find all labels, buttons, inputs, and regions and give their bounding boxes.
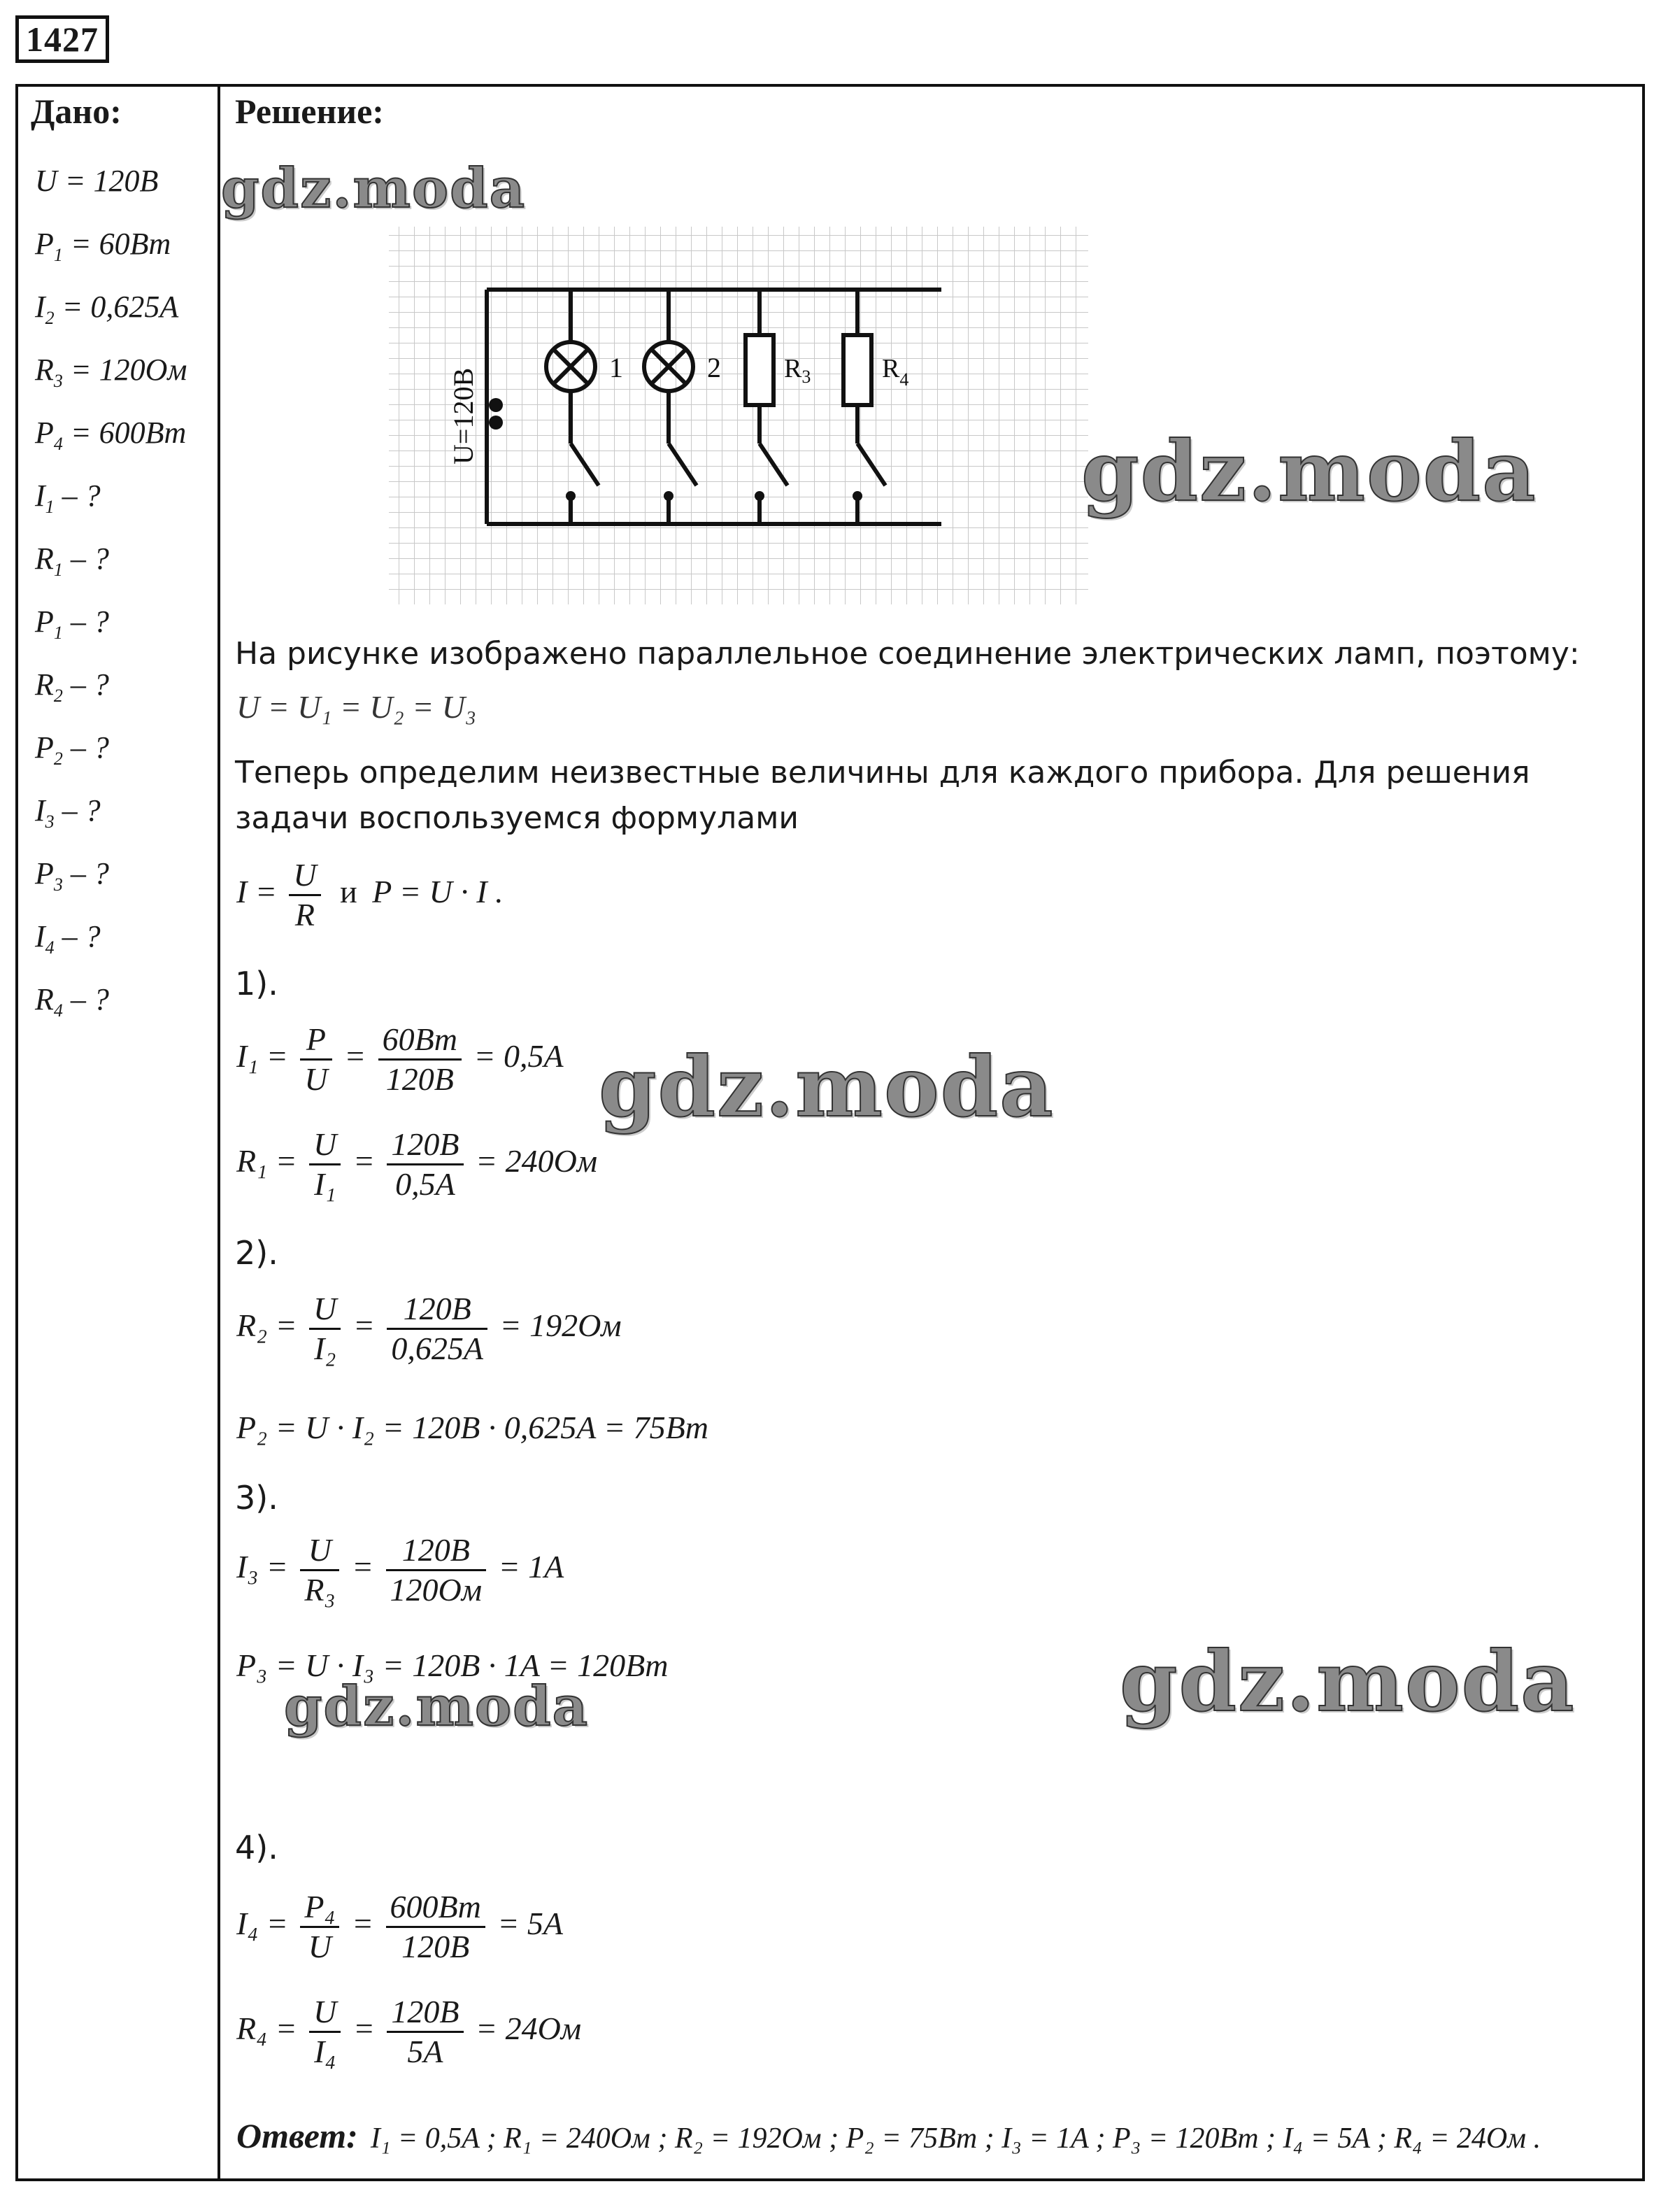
given-item: U = 120B [35, 164, 159, 198]
answer-line [236, 2115, 1541, 2156]
resistor-r3 [746, 335, 774, 405]
source-terminal-minus [489, 416, 503, 430]
given-item: $I_1$ – ? [35, 478, 101, 517]
given-item: $I_2 = 0,625A$ [35, 290, 179, 328]
step-3-p3-equation: P₃ = U · I₃ = 120B · 1A = 120Bm [236, 1647, 669, 1683]
r3-label: $R_3$ [784, 354, 811, 387]
step-4-label: 4). [235, 1829, 278, 1866]
given-item: $P_1$ – ? [35, 604, 109, 643]
step-1-r1-equation: R₁ = $\frac{U}{\text{I₁}}$ = $\frac{120B}{0,5A}$ = 240Ом [236, 1126, 598, 1202]
given-item: $P_3$ – ? [35, 856, 109, 895]
given-item: $R_2$ – ? [35, 667, 109, 706]
given-item: $R_1$ – ? [35, 541, 109, 580]
given-item: $I_3$ – ? [35, 793, 101, 832]
watermark: gdz.moda [221, 157, 527, 220]
step-3-label: 3). [235, 1479, 278, 1517]
solution-frame [15, 84, 1645, 2181]
given-item: $P_2$ – ? [35, 730, 109, 769]
given-item: $P_4 = 600Bm$ [35, 416, 187, 454]
parallel-connection-text: На рисунке изображено параллельное соединение электрических ламп, поэтому: [235, 636, 1580, 672]
step-2-r2-equation: R₂ = $\frac{U}{\text{I₂}}$ = $\frac{120B}{0,625A}$ = 192Ом [236, 1291, 622, 1366]
step-3-i3-equation: I₃ = $\frac{U}{\text{R₃}}$ = $\frac{120B}{120Ом}$ = 1A [236, 1532, 564, 1608]
watermark: gdz.moda [1081, 423, 1537, 520]
circuit-diagram [368, 220, 1109, 695]
given-item: $R_3 = 120Ом$ [35, 353, 187, 391]
voltage-label: U=120B [448, 367, 479, 465]
step-1-i1-equation: I₁ = $\frac{P}{U}$ = $\frac{60Bm}{120B}$ = 0,5A [236, 1021, 564, 1097]
given-item: $R_4$ – ? [35, 982, 109, 1021]
given-title: Дано: [31, 92, 122, 131]
paragraph-2-line-2: задачи воспользуемся формулами [235, 800, 799, 836]
step-4-r4-equation: R₄ = $\frac{U}{\text{I₄}}$ = $\frac{120B}{5A}$ = 24Ом [236, 1994, 582, 2069]
given-item: $I_4$ – ? [35, 919, 101, 958]
grid-background [389, 227, 1088, 604]
resistor-r4 [843, 335, 871, 405]
column-divider [218, 87, 220, 2178]
step-2-p2-equation: P₂ = U · I₂ = 120B · 0,625A = 75Bm [236, 1410, 708, 1445]
step-4-i4-equation: I₄ = $\frac{\text{P₄}}{U}$ = $\frac{600Bm}{120B}$ = 5A [236, 1889, 563, 1964]
watermark: gdz.moda [284, 1675, 590, 1738]
watermark: gdz.moda [1120, 1633, 1576, 1730]
given-item: $P_1 = 60Bm$ [35, 227, 171, 265]
watermark: gdz.moda [599, 1038, 1055, 1135]
lamp-1-label: 1 [609, 352, 623, 383]
r4-label: $R_4$ [882, 354, 909, 390]
answer-label: Ответ: [236, 2116, 358, 2155]
step-1-label: 1). [235, 965, 278, 1002]
paragraph-2-line-1: Теперь определим неизвестные величины для каждого прибора. Для решения [235, 755, 1530, 790]
solution-title: Решение: [235, 92, 384, 131]
source-terminal-plus [489, 398, 503, 412]
formulas: I = $\frac{U}{R}$ и P = U · I . [236, 857, 504, 933]
lamp-2-label: 2 [707, 352, 721, 383]
given-list [35, 150, 187, 1031]
answer-values: I₁ = 0,5A ; R₁ = 240Ом ; R₂ = 192Ом ; P₂ = 75Bm ; I₃ = 1A ; P₃ = 120Bm ; I₄ = 5A ; R₄ = 24Ом . [370, 2122, 1541, 2155]
voltage-equality: U = U₁ = U₂ = U₃ [236, 689, 476, 725]
step-2-label: 2). [235, 1234, 278, 1272]
problem-number: 1427 [15, 15, 109, 63]
